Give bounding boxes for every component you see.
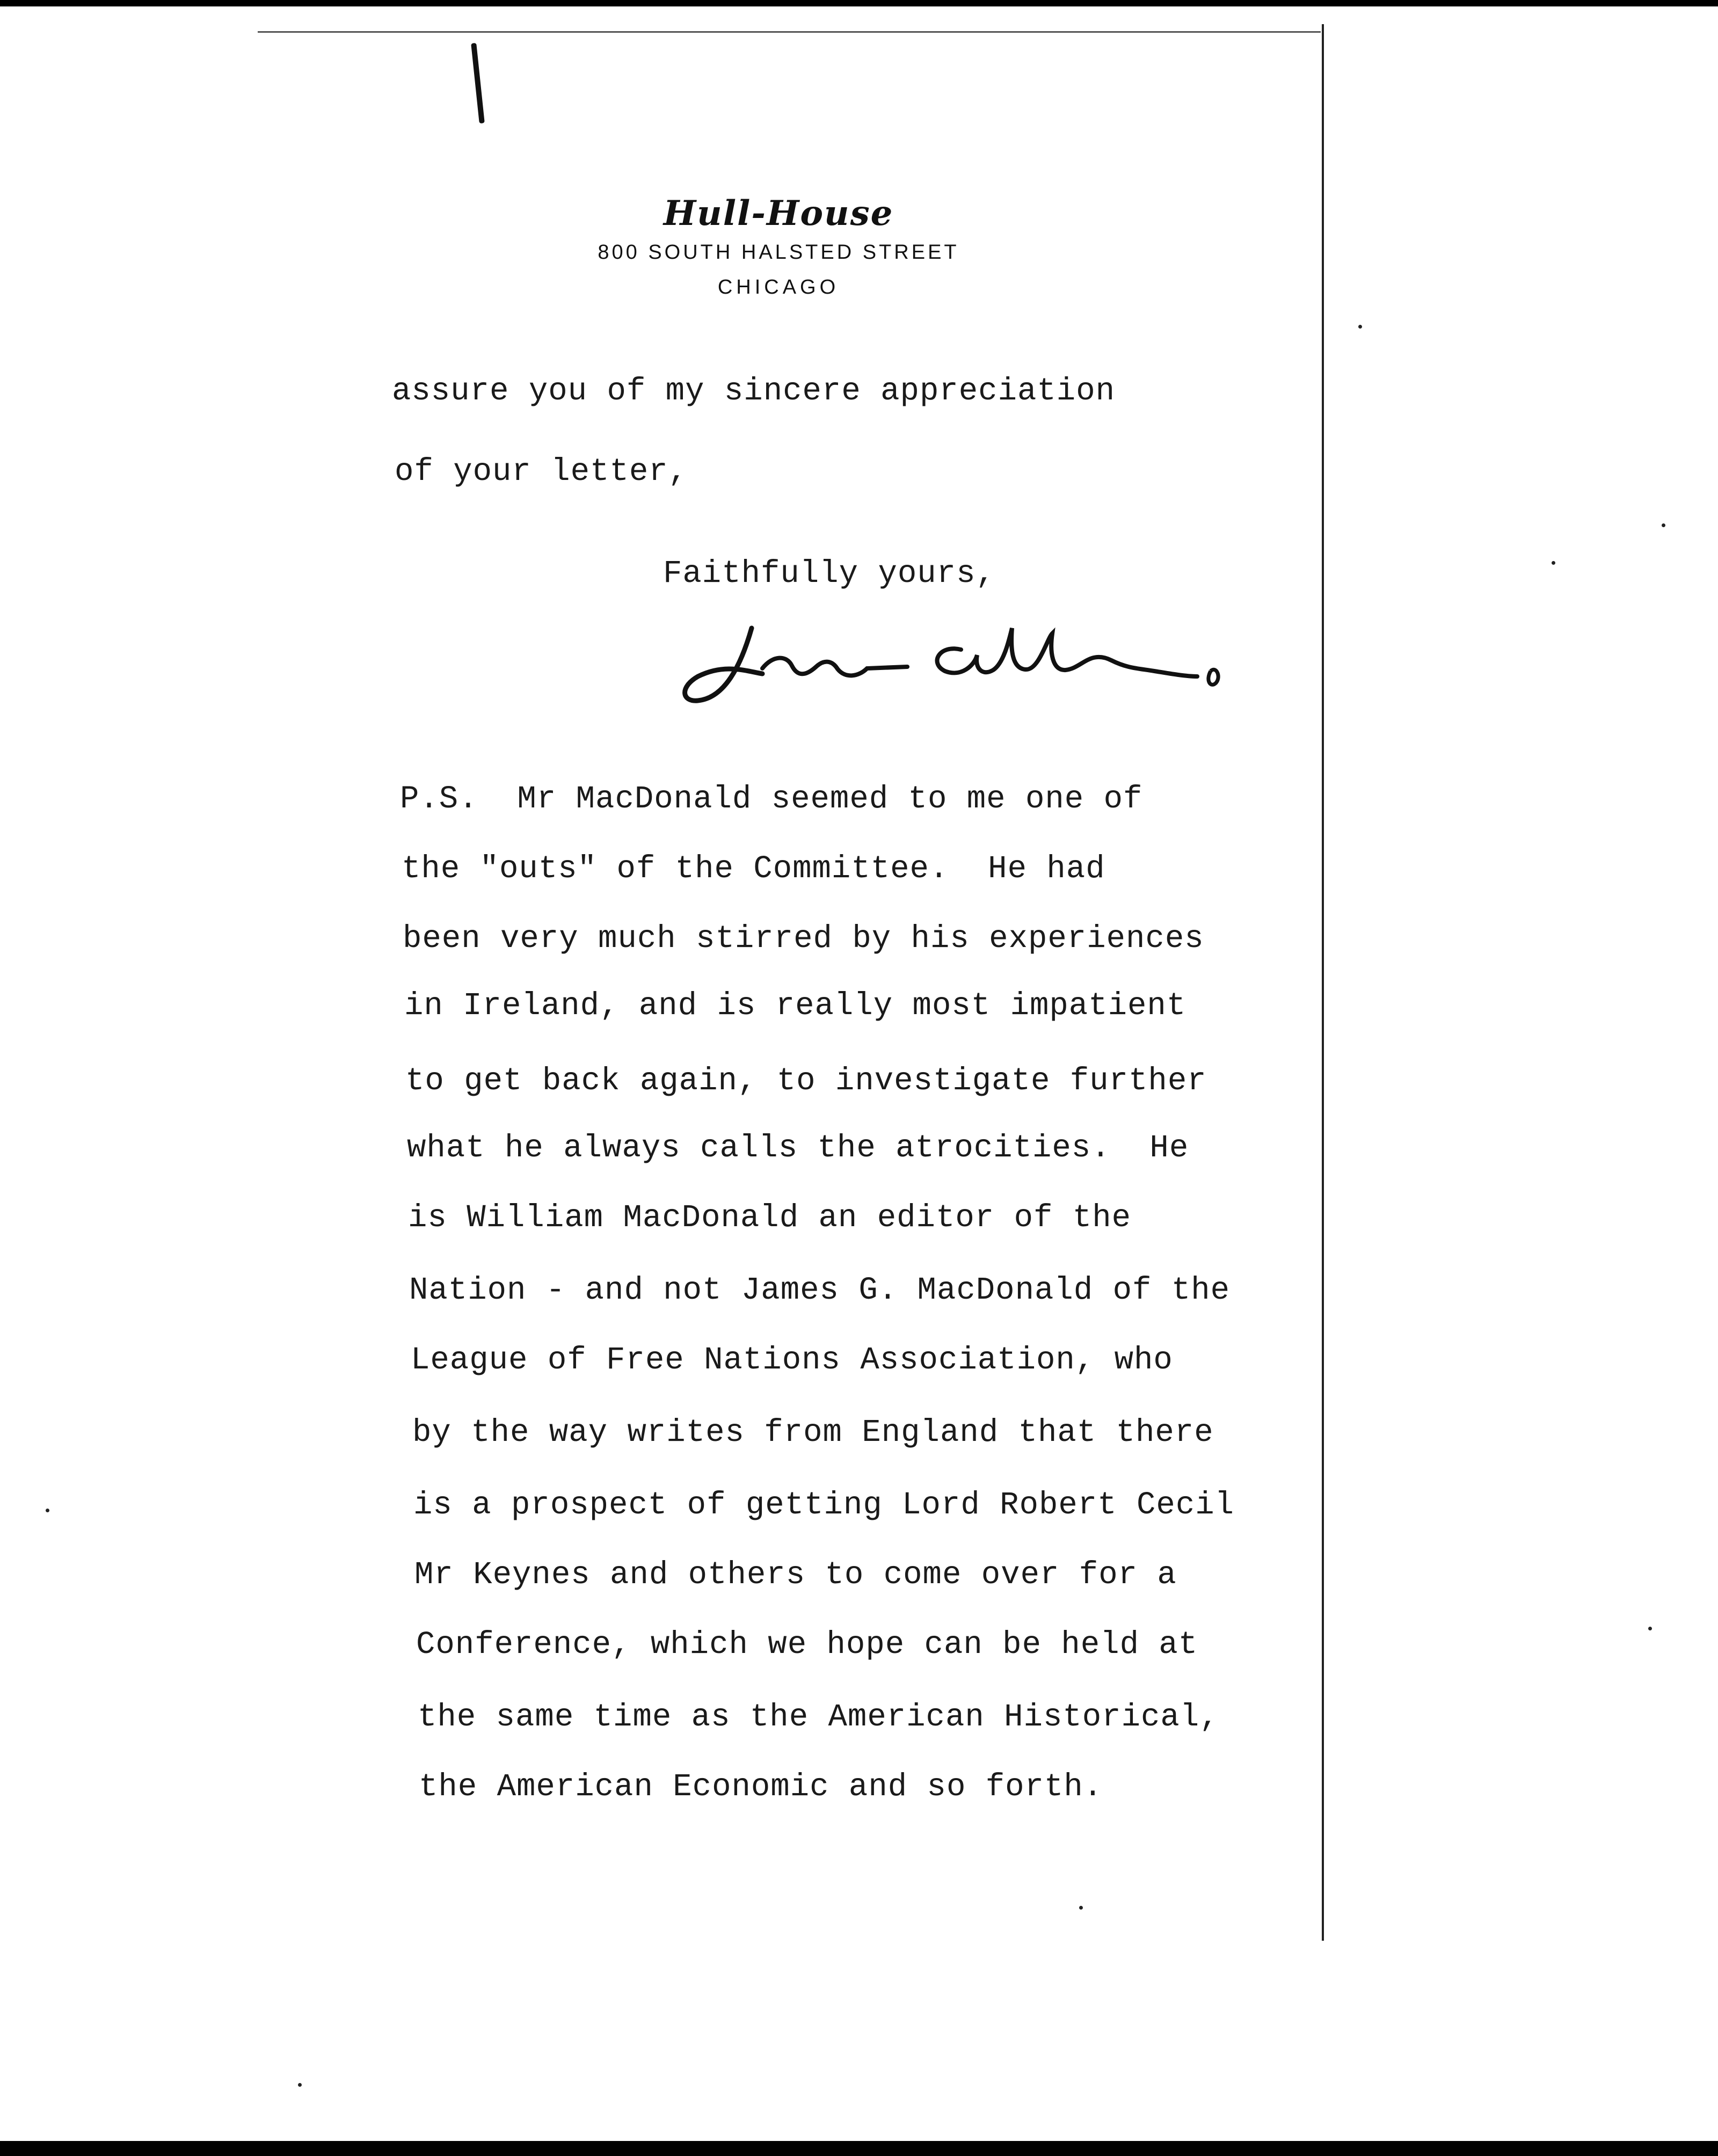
scan-speck: [298, 2083, 302, 2087]
letterhead-city: CHICAGO: [717, 276, 840, 298]
scan-speck: [46, 1509, 49, 1512]
scan-speck: [1662, 523, 1665, 527]
valediction: Faithfully yours,: [663, 556, 995, 592]
handwritten-signature: [682, 617, 1283, 714]
postscript-line: what he always calls the atrocities. He: [407, 1130, 1189, 1166]
postscript-line: Nation - and not James G. MacDonald of the: [409, 1272, 1231, 1308]
postscript-line: Conference, which we hope can be held at: [416, 1627, 1198, 1663]
letterhead: [537, 193, 1020, 299]
postscript-line: the American Economic and so forth.: [419, 1769, 1103, 1805]
postscript-line: in Ireland, and is really most impatient: [404, 988, 1186, 1024]
postscript-line: Mr Keynes and others to come over for a: [414, 1557, 1177, 1593]
scan-speck: [1358, 325, 1362, 329]
letterhead-name: Hull-House: [663, 193, 894, 234]
scan-speck: [1079, 1906, 1083, 1910]
scan-speck: [1552, 561, 1555, 565]
page-top-edge: [258, 31, 1321, 33]
scan-speck: [1648, 1627, 1652, 1630]
letterhead-street: 800 SOUTH HALSTED STREET: [598, 241, 959, 264]
postscript-line: League of Free Nations Association, who: [411, 1342, 1173, 1378]
body-line: assure you of my sincere appreciation: [392, 373, 1116, 409]
postscript-line: the "outs" of the Committee. He had: [402, 851, 1105, 887]
postscript-line: by the way writes from England that there: [412, 1415, 1214, 1451]
page-right-edge: [1322, 24, 1324, 1941]
postscript-line: to get back again, to investigate further: [405, 1063, 1207, 1099]
postscript-line: is a prospect of getting Lord Robert Cecil: [413, 1487, 1235, 1523]
postscript-line: is William MacDonald an editor of the: [408, 1200, 1132, 1236]
postscript-line: been very much stirred by his experiences: [403, 921, 1204, 957]
postscript-line: the same time as the American Historical,: [418, 1699, 1219, 1735]
postscript-line: P.S. Mr MacDonald seemed to me one of: [400, 781, 1143, 817]
body-line: of your letter,: [395, 454, 688, 490]
